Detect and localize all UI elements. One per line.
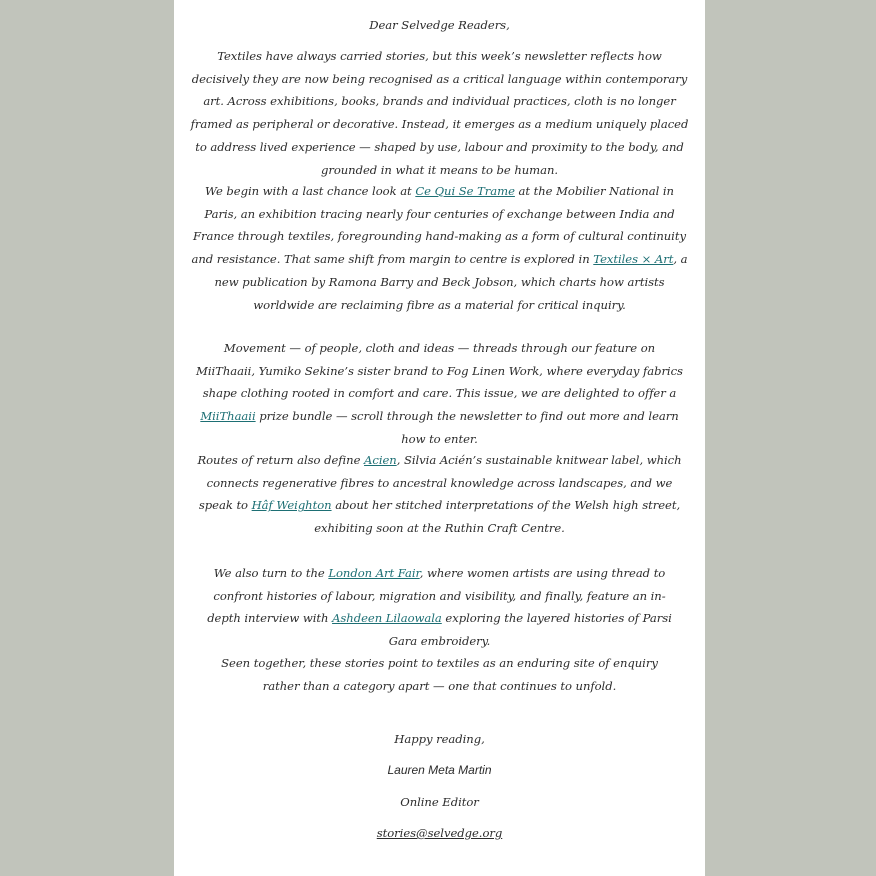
link-ce-qui-se-trame[interactable]: Ce Qui Se Trame — [415, 184, 515, 198]
paragraph-acien — [192, 449, 687, 540]
email-line — [174, 822, 705, 845]
link-acien[interactable]: Acien — [364, 453, 397, 467]
link-haf-weighton[interactable]: Hâf Weighton — [251, 498, 332, 513]
link-textiles-x-art[interactable]: Textiles × Art — [593, 252, 674, 267]
paragraph-text: exploring the layered histories of Parsi Gara embroidery. — [388, 611, 672, 649]
newsletter-column — [174, 0, 705, 876]
paragraph-text: , a new publication by Ramona Barry and Beck Jobson, which charts how artists worldwide are reclaiming fibre as a material for critical inquiry. — [214, 252, 688, 312]
closing-line: Happy reading, — [394, 732, 485, 746]
paragraph-text: We begin with a last chance look at — [205, 184, 416, 198]
editor-signature: Lauren Meta Martin — [387, 763, 492, 777]
paragraph-text: , Silvia Acién’s sustainable knitwear label, which connects regenerative fibres to ancestral knowledge across landscapes, and we speak to — [198, 453, 682, 513]
link-ashdeen-lilaowala[interactable]: Ashdeen Lilaowala — [332, 611, 442, 626]
paragraph-text: at the Mobilier National in Paris, an exhibition tracing nearly four centuries of exchange between India and France through textiles, foregrounding hand-making as a form of cultural continuity and resistance. That same shift from margin to centre is explored in — [191, 184, 686, 267]
email-link[interactable]: stories@selvedge.org — [376, 826, 503, 840]
paragraph-miithaaii — [194, 337, 685, 451]
paragraph-text: Routes of return also define — [197, 453, 365, 467]
greeting: Dear Selvedge Readers, — [369, 18, 510, 32]
editor-role: Online Editor — [400, 795, 479, 809]
paragraph-text: Movement — of people, cloth and ideas — threads through our feature on MiiThaaii, Yumiko Sekine’s sister brand to Fog Linen Work, where everyday fabrics shape clothing rooted in comfort and care. This issue, we are delighted to offer a — [196, 341, 683, 401]
paragraph-text: about her stitched interpretations of the Welsh high street, exhibiting soon at the Ruthin Craft Centre. — [314, 498, 681, 536]
paragraph-london-art-fair — [198, 562, 681, 653]
link-miithaaii[interactable]: MiiThaaii — [200, 409, 256, 424]
link-london-art-fair[interactable]: London Art Fair — [328, 566, 420, 580]
paragraph-text: , where women artists are using thread to confront histories of labour, migration and visibility, and finally, feature an in-depth interview with — [207, 566, 666, 626]
paragraph-text: We also turn to the — [213, 566, 329, 580]
closing-paragraph: Seen together, these stories point to textiles as an enduring site of enquiry rather than a category apart — one that continues to unfold. — [221, 656, 658, 693]
intro-paragraph: Textiles have always carried stories, but this week’s newsletter reflects how decisively they are now being recognised as a critical language within contemporary art. Across exhibitions, books, brands and individual practices, cloth is no longer framed as peripheral or decorative. Instead, it emerges as a medium uniquely placed to address lived experience — shaped by use, labour and proximity to the body, and grounded in what it means to be human. — [190, 49, 689, 177]
paragraph-exhibitions — [188, 180, 691, 316]
paragraph-text: prize bundle — scroll through the newsletter to find out more and learn how to enter. — [255, 409, 679, 446]
